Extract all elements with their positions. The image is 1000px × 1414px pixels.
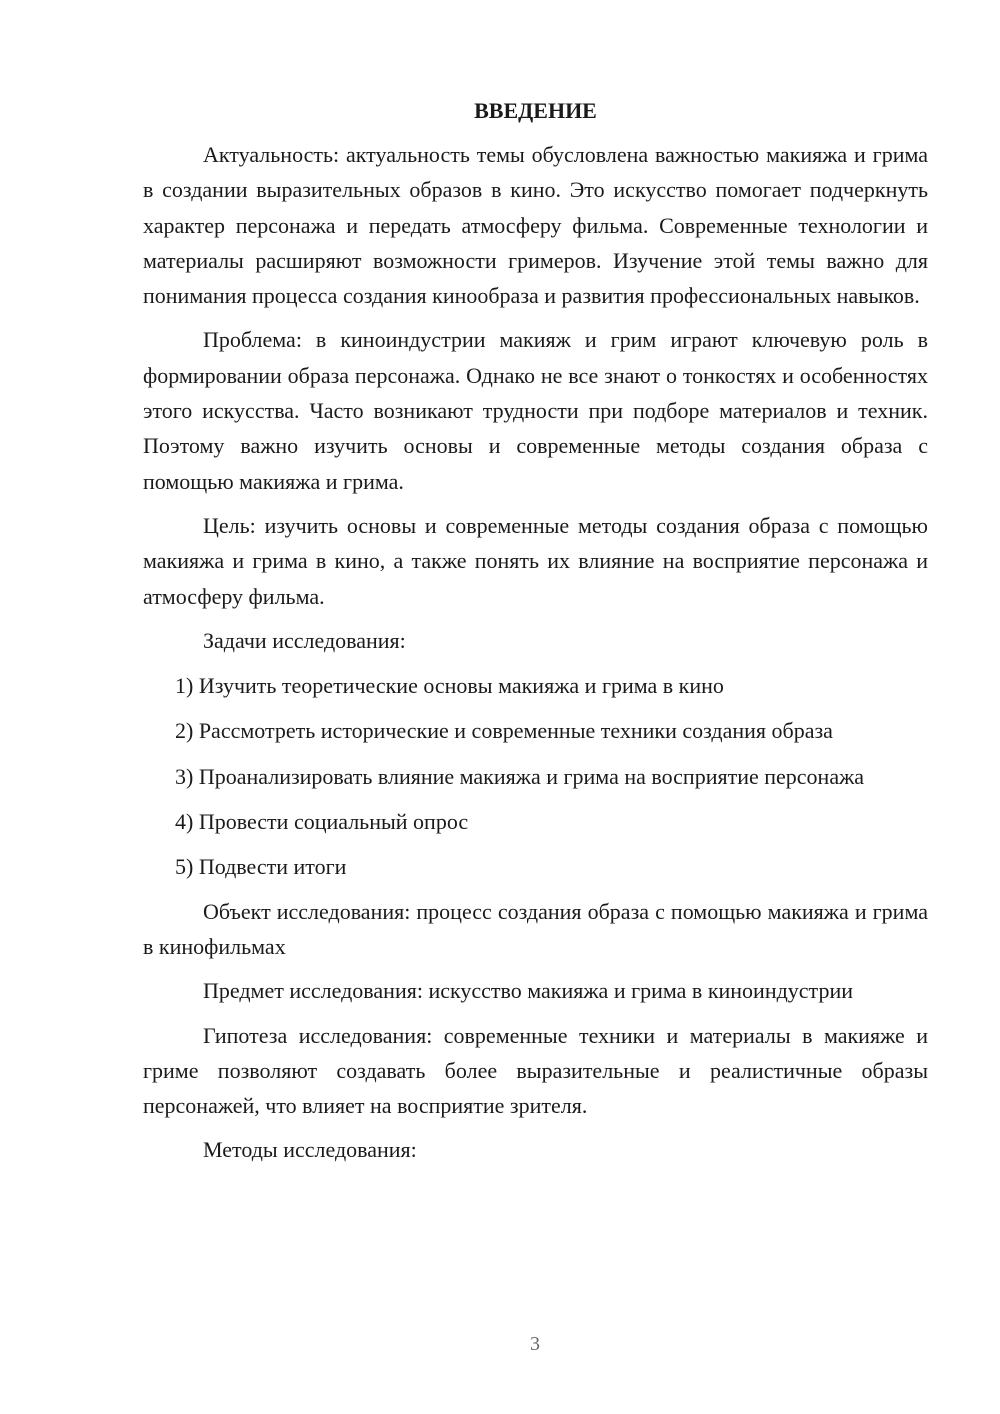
paragraph-object: Объект исследования: процесс создания образа с помощью макияжа и грима в кинофильмах (143, 898, 928, 959)
paragraph-goal: Цель: изучить основы и современные методы создания образа с помощью макияжа и грима в кино, а также понять их влияние на восприятие персонажа и атмосферу фильма. (143, 512, 928, 609)
task-item-3: 3) Проанализировать влияние макияжа и грима на восприятие персонажа (175, 763, 865, 789)
task-item-1: 1) Изучить теоретические основы макияжа и грима в кино (175, 673, 724, 699)
paragraph-relevance: Актуальность: актуальность темы обусловлена важностью макияжа и грима в создании выразительных образов в кино. Это искусство помогает подчеркнуть характер персонажа и передать атмосферу фильма. Современные технологии и материалы расширяют возможности гримеров. Изучение этой темы важно для понимания процесса создания кинообраза и развития профессиональных навыков. (143, 142, 928, 309)
paragraph-tasks-heading: Задачи исследования: (203, 627, 406, 653)
task-item-4: 4) Провести социальный опрос (175, 809, 469, 835)
paragraph-problem: Проблема: в киноиндустрии макияж и грим играют ключевую роль в формировании образа персонажа. Однако не все знают о тонкостях и особенностях этого искусства. Часто возникают трудности при подборе материалов и техник. Поэтому важно изучить основы и современные методы создания образа с помощью макияжа и грима. (143, 327, 928, 494)
paragraph-subject: Предмет исследования: искусство макияжа и грима в киноиндустрии (203, 978, 853, 1004)
paragraph-methods-heading: Методы исследования: (203, 1137, 417, 1163)
paragraph-hypothesis: Гипотеза исследования: современные техники и материалы в макияже и гриме позволяют создавать более выразительные и реалистичные образы персонажей, что влияет на восприятие зрителя. (143, 1022, 928, 1119)
page-content (143, 93, 928, 1168)
page-title: ВВЕДЕНИЕ (474, 98, 597, 123)
task-item-2: 2) Рассмотреть исторические и современные техники создания образа (175, 718, 833, 744)
task-item-5: 5) Подвести итоги (175, 854, 347, 880)
page-number: 3 (530, 1333, 540, 1355)
